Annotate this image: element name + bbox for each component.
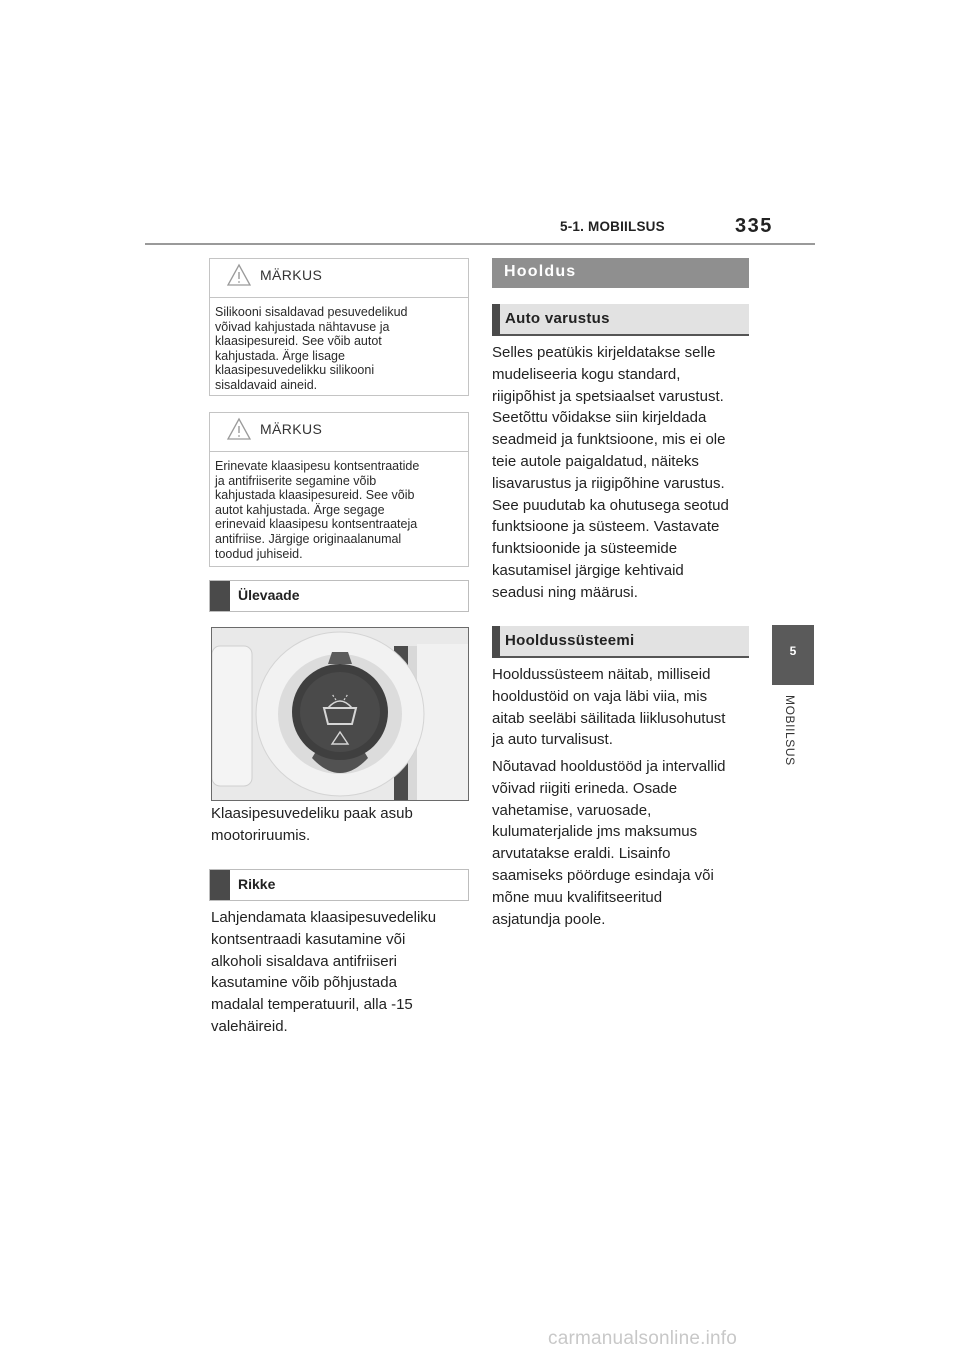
header-rule — [145, 243, 815, 245]
paragraph-line: hooldustöid on vaja läbi viia, mis — [492, 687, 708, 705]
notice-text — [210, 452, 468, 567]
washer-fluid-cap-illustration — [212, 628, 468, 800]
notice-header — [210, 259, 468, 298]
notice-line: erinevaid klaasipesu kontsentraateja — [215, 517, 418, 532]
paragraph-line: kasutamine võib põhjustada — [211, 974, 397, 992]
paragraph-line: aitab seeläbi säilitada liiklusohutust — [492, 709, 726, 727]
heading-marker — [210, 870, 230, 900]
system-paragraph-1 — [492, 664, 752, 751]
notice-line: ja antifriiserite segamine võib — [215, 473, 377, 488]
paragraph-line: kasutamisel järgige kehtivaid — [492, 561, 684, 579]
notice-line: toodud juhiseid. — [215, 546, 303, 561]
paragraph-line: funktsioone ja süsteem. Vastavate — [492, 518, 720, 536]
watermark: carmanualsonline.info — [548, 1328, 738, 1349]
heading-marker — [210, 581, 230, 611]
heading-marker — [492, 304, 500, 336]
chapter-tab-label: MOBIILSUS — [783, 695, 797, 766]
page-number: 335 — [735, 215, 773, 237]
paragraph-line: Hooldussüsteem näitab, milliseid — [492, 666, 711, 683]
paragraph-line: See puudutab ka ohutusega seotud — [492, 496, 729, 514]
paragraph-line: vahetamise, varuosade, — [492, 801, 652, 819]
notice-line: autot kahjustada. Ärge segage — [215, 502, 385, 517]
paragraph-line: Selles peatükis kirjeldatakse selle — [492, 344, 716, 361]
overview-heading-text: Ülevaade — [238, 587, 300, 603]
paragraph-line: Nõutavad hooldustööd ja intervallid — [492, 758, 726, 775]
fault-heading — [209, 869, 469, 901]
section-title: 5-1. MOBIILSUS — [560, 219, 665, 234]
notice-line: antifriise. Järgige originaalanumal — [215, 531, 402, 546]
paragraph-line: seadmeid ja funktsioone, mis ei ole — [492, 431, 726, 449]
notice-mixing — [209, 412, 469, 567]
equipment-heading — [492, 304, 749, 336]
notice-line: sisaldavaid aineid. — [215, 377, 318, 392]
notice-line: Silikooni sisaldavad pesuvedelikud — [215, 305, 408, 319]
paragraph-line: funktsioonide ja süsteemide — [492, 540, 678, 558]
paragraph-line: mootoriruumis. — [211, 826, 311, 844]
system-heading-text: Hooldussüsteemi — [505, 632, 635, 649]
paragraph-line: arvutatakse eraldi. Lisainfo — [492, 845, 671, 863]
paragraph-line: kulumaterjalide jms maksumus — [492, 823, 698, 841]
paragraph-line: riigipõhist ja spetsiaalset varustust. — [492, 387, 724, 405]
system-paragraph-2 — [492, 756, 752, 930]
washer-fluid-cap-photo — [211, 627, 469, 801]
system-heading — [492, 626, 749, 658]
paragraph-line: Lahjendamata klaasipesuvedeliku — [211, 909, 437, 926]
paragraph-line: lisavarustus ja riigipõhine varustus. — [492, 474, 725, 492]
chapter-tab-number: 5 — [789, 644, 797, 658]
notice-title: MÄRKUS — [260, 421, 323, 437]
warning-triangle-icon — [226, 263, 252, 287]
notice-line: Erinevate klaasipesu kontsentraatide — [215, 459, 420, 473]
notice-line: võivad kahjustada nähtavuse ja — [215, 319, 390, 334]
paragraph-line: Klaasipesuvedeliku paak asub — [211, 805, 413, 822]
maintenance-main-heading-text: Hooldus — [504, 263, 577, 280]
notice-silicone — [209, 258, 469, 396]
paragraph-line: mõne muu kvalifitseeritud — [492, 888, 663, 906]
maintenance-main-heading — [492, 258, 749, 288]
overview-heading — [209, 580, 469, 612]
notice-text — [210, 298, 468, 399]
paragraph-line: teie autole paigaldatud, näiteks — [492, 452, 699, 470]
paragraph-line: alkoholi sisaldava antifriiseri — [211, 952, 397, 970]
notice-line: klaasipesureid. See võib autot — [215, 334, 382, 349]
notice-line: klaasipesuvedelikku silikooni — [215, 363, 375, 378]
paragraph-line: seadusi ning määrusi. — [492, 583, 638, 601]
notice-header — [210, 413, 468, 452]
warning-triangle-icon — [226, 417, 252, 441]
fault-paragraph — [211, 907, 467, 1038]
paragraph-line: ja auto turvalisust. — [492, 731, 613, 749]
paragraph-line: võivad riigiti erineda. Osade — [492, 779, 678, 797]
fault-heading-text: Rikke — [238, 876, 276, 892]
overview-paragraph — [211, 803, 467, 847]
paragraph-line: mudeliseeria kogu standard, — [492, 365, 681, 383]
notice-title: MÄRKUS — [260, 267, 323, 283]
notice-line: kahjustada klaasipesureid. See võib — [215, 488, 415, 503]
equipment-heading-text: Auto varustus — [505, 310, 610, 327]
heading-marker — [492, 626, 500, 658]
paragraph-line: saamiseks pöörduge esindaja või — [492, 866, 714, 884]
paragraph-line: kontsentraadi kasutamine või — [211, 930, 406, 948]
paragraph-line: valehäireid. — [211, 1017, 288, 1035]
paragraph-line: madalal temperatuuril, alla -15 — [211, 996, 413, 1014]
equipment-paragraph — [492, 342, 752, 604]
paragraph-line: asjatundja poole. — [492, 910, 606, 928]
paragraph-line: Seetõttu võidakse siin kirjeldada — [492, 409, 707, 427]
notice-line: kahjustada. Ärge lisage — [215, 348, 345, 363]
